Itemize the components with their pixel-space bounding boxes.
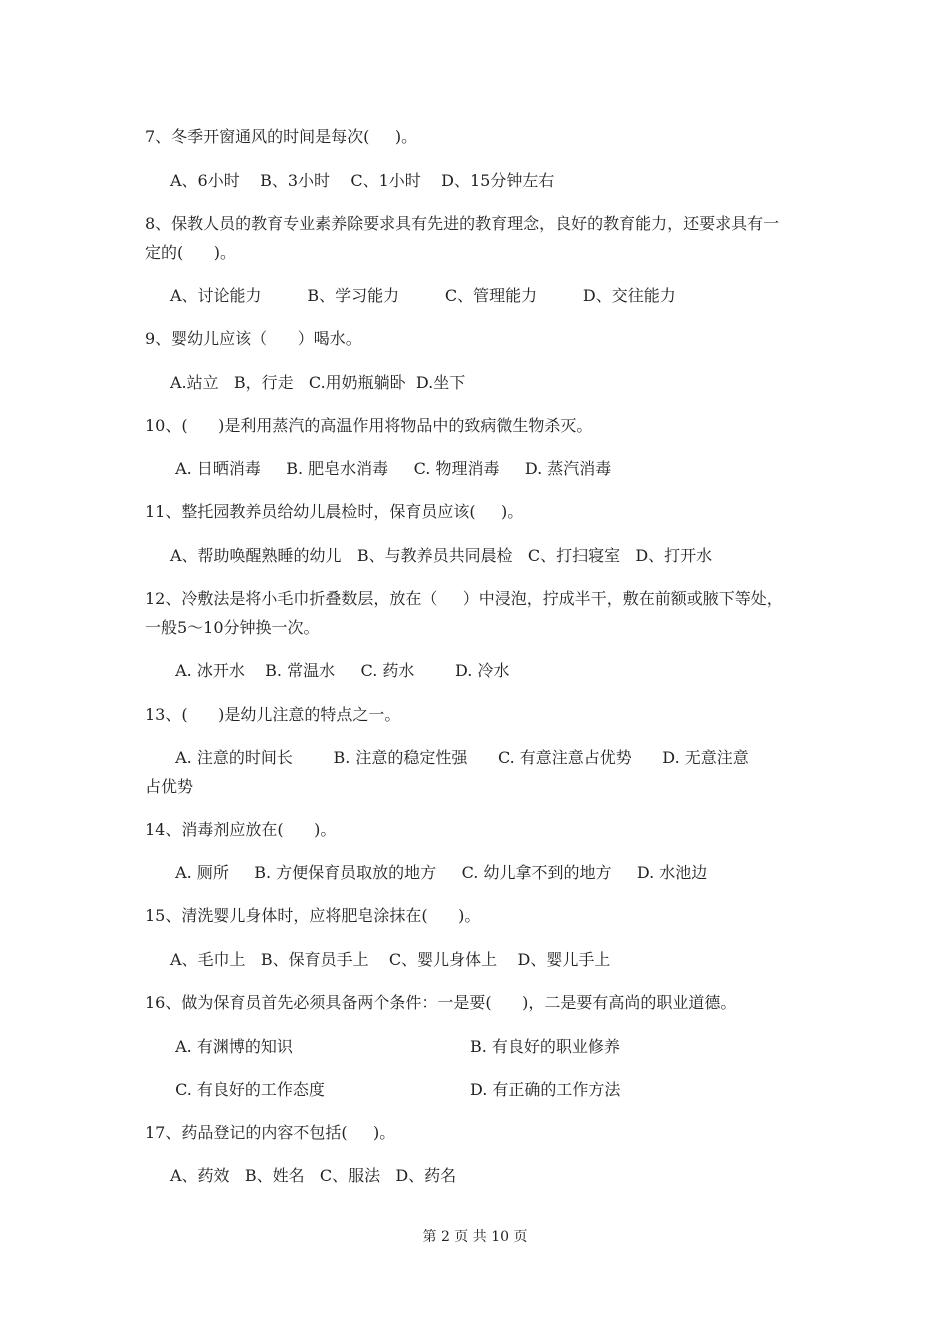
question-16-option-a: A. 有渊博的知识 [170,1037,293,1056]
question-8-options: A、讨论能力 B、学习能力 C、管理能力 D、交往能力 [170,286,676,305]
question-16-stem: 16、做为保育员首先必须具备两个条件：一是要( )，二是要有高尚的职业道德。 [145,993,737,1012]
question-16-option-b: B. 有良好的职业修养 [470,1037,620,1056]
page-footer: 第 2 页 共 10 页 [422,1229,528,1245]
question-16-option-d: D. 有正确的工作方法 [470,1080,621,1099]
question-15-options: A、毛巾上 B、保育员手上 C、婴儿身体上 D、婴儿手上 [170,950,611,969]
question-12-options: A. 冰开水 B. 常温水 C. 药水 D. 冷水 [170,661,510,680]
question-9-stem: 9、婴幼儿应该（ ）喝水。 [145,329,362,348]
question-8-stem-line-1: 8、保教人员的教育专业素养除要求具有先进的教育理念，良好的教育能力，还要求具有一 [145,214,780,233]
question-13-options: A. 注意的时间长 B. 注意的稳定性强 C. 有意注意占优势 D. 无意注意 [170,748,749,767]
question-10-stem: 10、( )是利用蒸汽的高温作用将物品中的致病微生物杀灭。 [145,416,593,435]
question-11-options: A、帮助唤醒熟睡的幼儿 B、与教养员共同晨检 C、打扫寝室 D、打开水 [170,546,713,565]
question-12-stem-line-2: 一般5～10分钟换一次。 [145,618,320,637]
question-17-options: A、药效 B、姓名 C、服法 D、药名 [170,1166,457,1185]
question-13-options-continued: 占优势 [145,777,194,796]
question-14-options: A. 厕所 B. 方便保育员取放的地方 C. 幼儿拿不到的地方 D. 水池边 [170,863,708,882]
question-7-options: A、6小时 B、3小时 C、1小时 D、15分钟左右 [170,171,555,190]
question-13-stem: 13、( )是幼儿注意的特点之一。 [145,705,401,724]
question-10-options: A. 日晒消毒 B. 肥皂水消毒 C. 物理消毒 D. 蒸汽消毒 [170,459,612,478]
question-8-stem-line-2: 定的( )。 [145,243,237,262]
question-17-stem: 17、药品登记的内容不包括( )。 [145,1123,396,1142]
question-9-options: A.站立 B，行走 C.用奶瓶躺卧 D.坐下 [170,373,466,392]
question-15-stem: 15、清洗婴儿身体时，应将肥皂涂抹在( )。 [145,906,481,925]
question-7-stem: 7、冬季开窗通风的时间是每次( )。 [145,127,418,146]
question-16-option-c: C. 有良好的工作态度 [170,1080,325,1099]
question-12-stem-line-1: 12、冷敷法是将小毛巾折叠数层，放在（ ）中浸泡，拧成半干，敷在前额或腋下等处， [145,589,783,608]
question-11-stem: 11、整托园教养员给幼儿晨检时，保育员应该( )。 [145,502,524,521]
question-14-stem: 14、消毒剂应放在( )。 [145,820,337,839]
